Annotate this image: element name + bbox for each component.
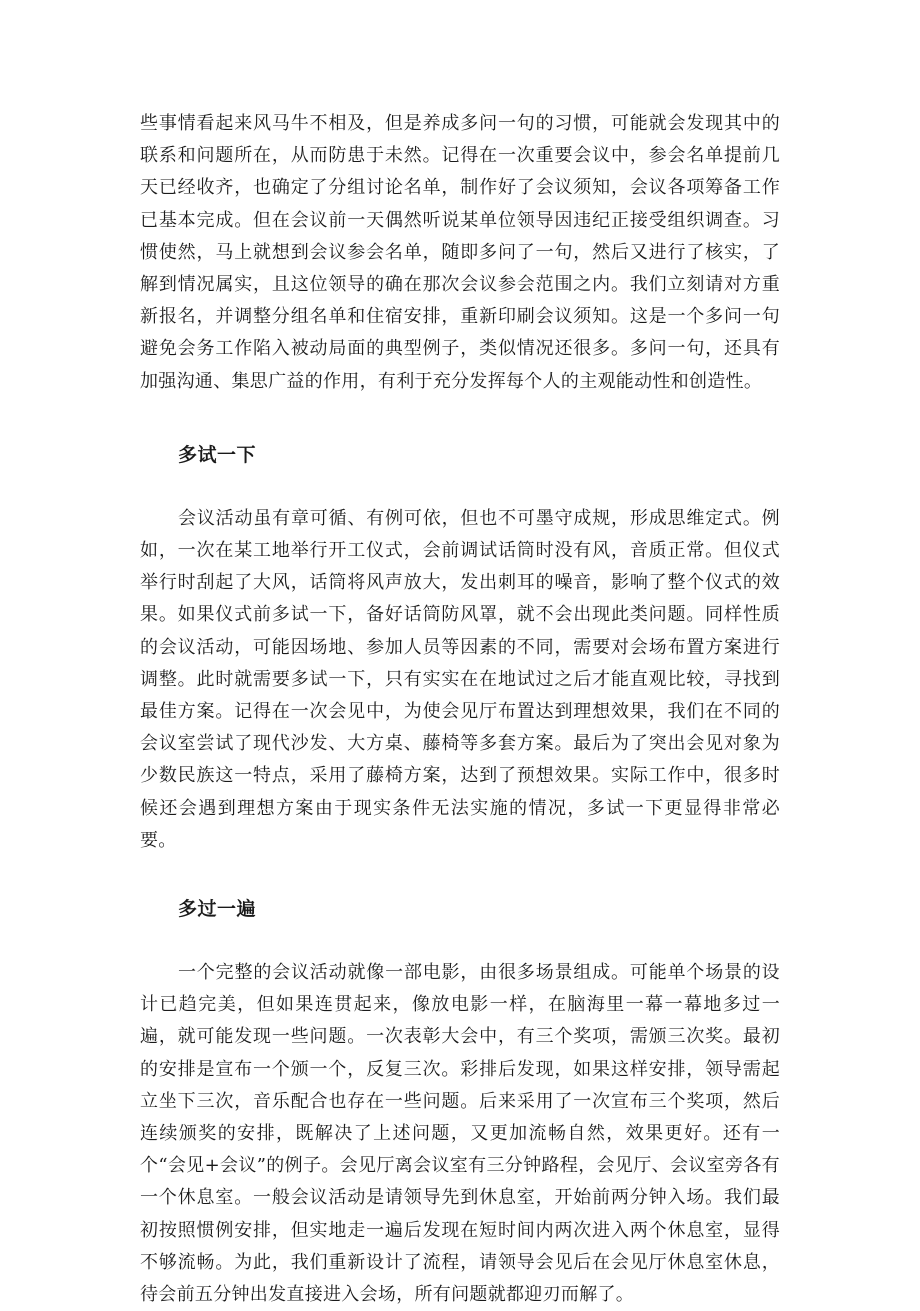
document-body [140, 108, 780, 1311]
section-heading-try-once-more: 多试一下 [178, 443, 257, 466]
section-heading-run-through-once-more: 多过一遍 [178, 898, 257, 921]
paragraph-ask-one-more: 些事情看起来风马牛不相及，但是养成多问一句的习惯，可能就会发现其中的联系和问题所在，从而防患于未然。记得在一次重要会议中，参会名单提前几天已经收齐，也确定了分组讨论名单，制作好了会议须知，会议各项筹备工作已基本完成。但在会议前一天偶然听说某单位领导因违纪正接受组织调查。习惯使然，马上就想到会议参会名单，随即多问了一句，然后又进行了核实，了解到情况属实，且这位领导的确在那次会议参会范围之内。我们立刻请对方重新报名，并调整分组名单和住宿安排，重新印刷会议须知。这是一个多问一句避免会务工作陷入被动局面的典型例子，类似情况还很多。多问一句，还具有加强沟通、集思广益的作用，有利于充分发挥每个人的主观能动性和创造性。 [140, 113, 780, 392]
paragraph-run-through-once-more: 一个完整的会议活动就像一部电影，由很多场景组成。可能单个场景的设计已趋完美，但如果连贯起来，像放电影一样，在脑海里一幕一幕地多过一遍，就可能发现一些问题。一次表彰大会中，有三个奖项，需颁三次奖。最初的安排是宣布一个颁一个，反复三次。彩排后发现，如果这样安排，领导需起立坐下三次，音乐配合也存在一些问题。后来采用了一次宣布三个奖项，然后连续颁奖的安排，既解决了上述问题，又更加流畅自然，效果更好。还有一个“会见+会议”的例子。会见厅离会议室有三分钟路程，会见厅、会议室旁各有一个休息室。一般会议活动是请领导先到休息室，开始前两分钟入场。我们最初按照惯例安排，但实地走一遍后发现在短时间内两次进入两个休息室，显得不够流畅。为此，我们重新设计了流程，请领导会见后在会见厅休息室休息，待会前五分钟出发直接进入会场，所有问题就都迎刃而解了。 [140, 962, 780, 1306]
paragraph-try-once-more: 会议活动虽有章可循、有例可依，但也不可墨守成规，形成思维定式。例如，一次在某工地举行开工仪式，会前调试话筒时没有风，音质正常。但仪式举行时刮起了大风，话筒将风声放大，发出刺耳的噪音，影响了整个仪式的效果。如果仪式前多试一下，备好话筒防风罩，就不会出现此类问题。同样性质的会议活动，可能因场地、参加人员等因素的不同，需要对会场布置方案进行调整。此时就需要多试一下，只有实实在在地试过之后才能直观比较，寻找到最佳方案。记得在一次会见中，为使会见厅布置达到理想效果，我们在不同的会议室尝试了现代沙发、大方桌、藤椅等多套方案。最后为了突出会见对象为少数民族这一特点，采用了藤椅方案，达到了预想效果。实际工作中，很多时候还会遇到理想方案由于现实条件无法实施的情况，多试一下更显得非常必要。 [140, 507, 780, 851]
